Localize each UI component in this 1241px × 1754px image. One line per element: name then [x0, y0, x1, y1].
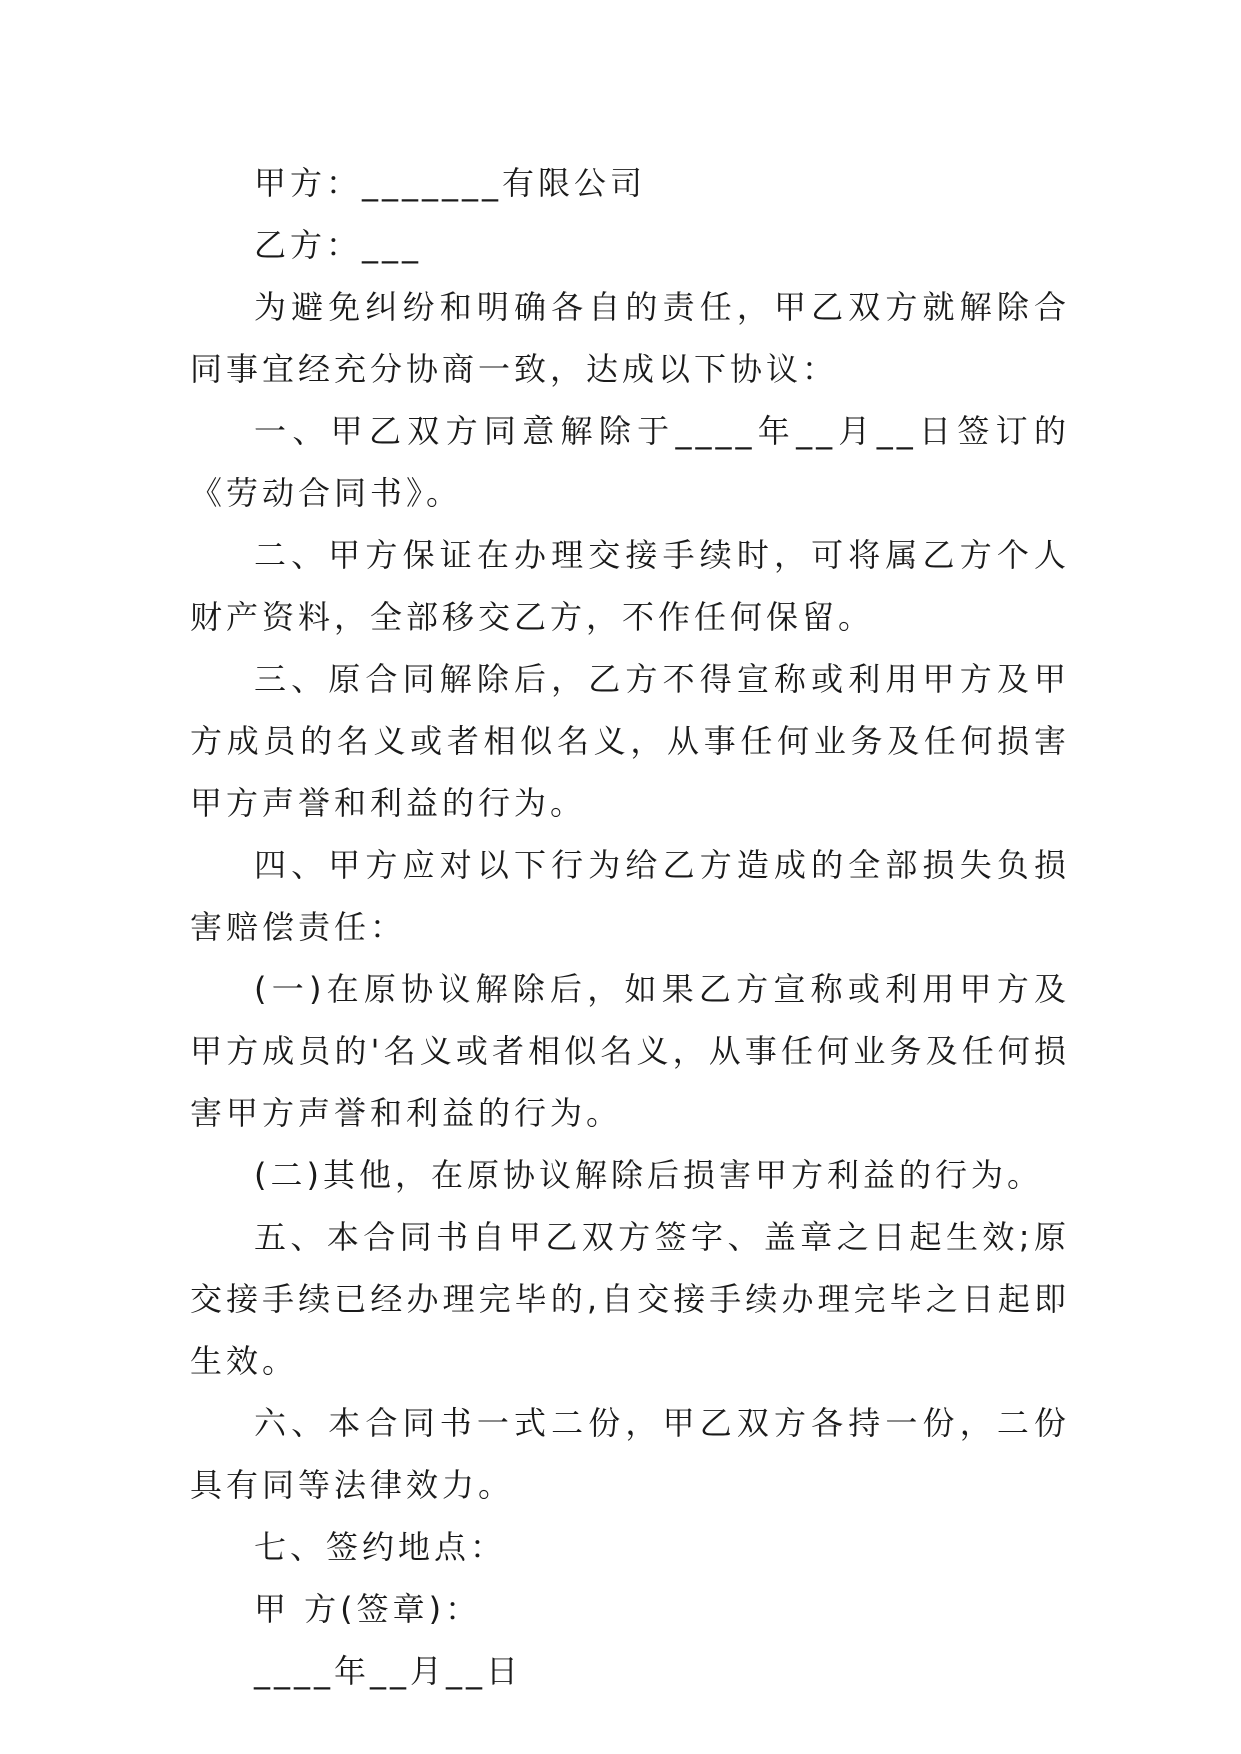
party-a-line: 甲方：_______有限公司 [254, 164, 647, 202]
clause-3: 三、原合同解除后，乙方不得宣称或利用甲方及甲方成员的名义或者相似名义，从事任何业务及任何损害甲方声誉和利益的行为。 [190, 660, 1070, 822]
clause-2: 二、甲方保证在办理交接手续时，可将属乙方个人财产资料，全部移交乙方，不作任何保留。 [190, 536, 1070, 636]
contract-body [190, 152, 1070, 1702]
clause-5: 五、本合同书自甲乙双方签字、盖章之日起生效;原交接手续已经办理完毕的,自交接手续办理完毕之日起即生效。 [190, 1218, 1070, 1380]
date-line: ____年__月__日 [254, 1652, 523, 1690]
clause-4-item-1: (一)在原协议解除后，如果乙方宣称或利用甲方及甲方成员的'名义或者相似名义，从事任何业务及任何损害甲方声誉和利益的行为。 [190, 970, 1070, 1132]
preamble-paragraph: 为避免纠纷和明确各自的责任，甲乙双方就解除合同事宜经充分协商一致，达成以下协议： [190, 288, 1070, 388]
clause-1: 一、甲乙双方同意解除于____年__月__日签订的《劳动合同书》。 [190, 412, 1070, 512]
party-a-signature-line: 甲 方(签章)： [254, 1590, 482, 1628]
clause-4: 四、甲方应对以下行为给乙方造成的全部损失负损害赔偿责任： [190, 846, 1070, 946]
clause-7-signing-place: 七、签约地点： [254, 1528, 507, 1566]
clause-4-item-2: (二)其他，在原协议解除后损害甲方利益的行为。 [254, 1156, 1043, 1194]
party-b-line: 乙方：___ [254, 226, 423, 264]
clause-6: 六、本合同书一式二份，甲乙双方各持一份，二份具有同等法律效力。 [190, 1404, 1070, 1504]
